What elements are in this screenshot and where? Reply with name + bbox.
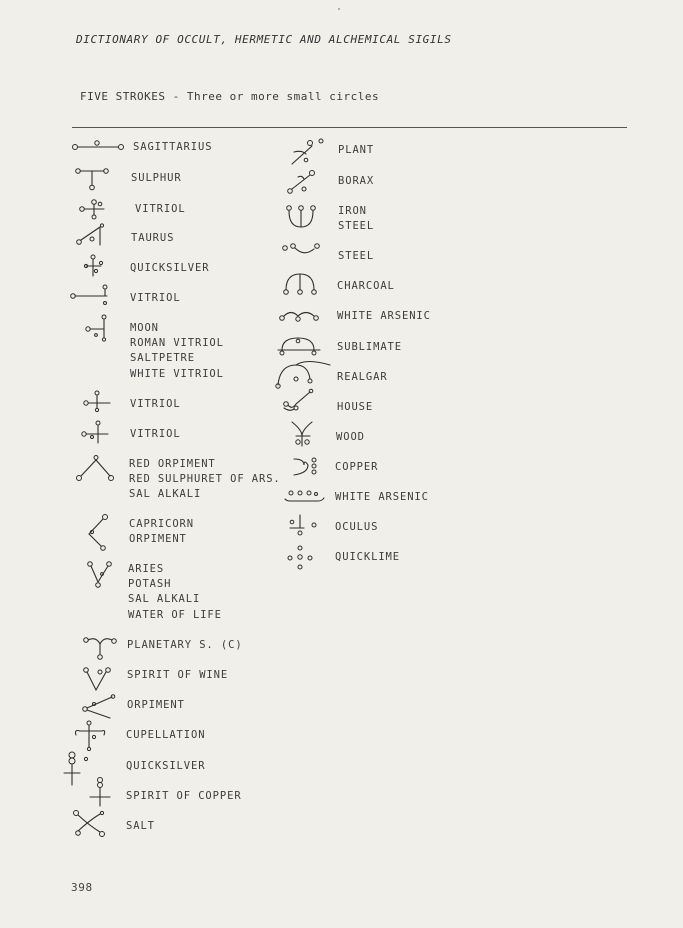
entry-steel: STEEL xyxy=(338,250,375,262)
taurus-sigil-icon xyxy=(74,223,108,247)
entry-wood: WOOD xyxy=(336,431,365,443)
quicksilver-sigil-icon xyxy=(82,253,108,279)
sagittarius-sigil-icon xyxy=(70,139,130,155)
entry-planetary: PLANETARY S. (C) xyxy=(127,639,243,651)
white-arsenic-sigil-icon xyxy=(282,487,328,505)
vitriol-sigil-icon xyxy=(82,389,114,413)
wood-sigil-icon xyxy=(288,418,320,450)
capricorn-sigil-icon xyxy=(84,512,112,552)
entry-realgar: REALGAR xyxy=(337,371,388,383)
entry-red-orpiment: RED ORPIMENT RED SULPHURET OF ARS. SAL ALKALI xyxy=(129,458,281,501)
entry-spirit-of-copper: SPIRIT OF COPPER xyxy=(126,790,242,802)
entry-vitriol-1: VITRIOL xyxy=(135,203,186,215)
plant-sigil-icon xyxy=(284,138,328,168)
entry-vitriol-3: VITRIOL xyxy=(130,398,181,410)
section-divider xyxy=(72,127,627,128)
entry-oculus: OCULUS xyxy=(335,521,379,533)
entry-white-arsenic-1: WHITE ARSENIC xyxy=(337,310,431,322)
entry-house: HOUSE xyxy=(337,401,374,413)
entry-orpiment: ORPIMENT xyxy=(127,699,185,711)
entry-plant: PLANT xyxy=(338,144,375,156)
entry-salt: SALT xyxy=(126,820,155,832)
moon-sigil-icon xyxy=(82,313,112,343)
entry-aries: ARIES POTASH SAL ALKALI WATER OF LIFE xyxy=(128,563,222,621)
entry-moon: MOON ROMAN VITRIOL SALTPETRE WHITE VITRIOL xyxy=(130,322,224,380)
planetary-sigil-icon xyxy=(82,634,122,662)
vitriol-sigil-icon xyxy=(78,198,108,220)
entry-copper: COPPER xyxy=(335,461,379,473)
orpiment-sigil-icon xyxy=(80,694,118,720)
steel-sigil-icon xyxy=(280,239,324,259)
entry-sublimate: SUBLIMATE xyxy=(337,341,402,353)
house-sigil-icon xyxy=(280,388,320,414)
entry-quicksilver-2: QUICKSILVER xyxy=(126,760,206,772)
entry-quicklime: QUICKLIME xyxy=(335,551,400,563)
white-arsenic-sigil-icon xyxy=(276,306,324,326)
entry-capricorn: CAPRICORN ORPIMENT xyxy=(129,518,194,546)
cupellation-sigil-icon xyxy=(72,719,108,751)
page-number: 398 xyxy=(71,881,93,894)
sulphur-sigil-icon xyxy=(74,166,114,192)
salt-sigil-icon xyxy=(70,808,108,838)
entry-iron: IRON STEEL xyxy=(338,205,375,233)
entry-white-arsenic-2: WHITE ARSENIC xyxy=(335,491,429,503)
entry-vitriol-2: VITRIOL xyxy=(130,292,181,304)
oculus-sigil-icon xyxy=(286,512,322,540)
spirit-of-copper-sigil-icon xyxy=(86,774,114,808)
quicklime-sigil-icon xyxy=(284,544,320,572)
spirit-of-wine-sigil-icon xyxy=(82,666,114,696)
entry-charcoal: CHARCOAL xyxy=(337,280,395,292)
entry-cupellation: CUPELLATION xyxy=(126,729,206,741)
copper-sigil-icon xyxy=(290,455,324,479)
entry-sulphur: SULPHUR xyxy=(131,172,182,184)
paper-speck xyxy=(338,8,340,10)
vitriol-sigil-icon xyxy=(69,283,113,307)
borax-sigil-icon xyxy=(284,167,320,195)
entry-spirit-of-wine: SPIRIT OF WINE xyxy=(127,669,229,681)
sublimate-sigil-icon xyxy=(276,334,324,358)
vitriol-sigil-icon xyxy=(80,419,112,445)
entry-vitriol-4: VITRIOL xyxy=(130,428,181,440)
section-title: FIVE STROKES - Three or more small circles xyxy=(80,90,380,103)
entry-sagittarius: SAGITTARIUS xyxy=(133,141,213,153)
red-orpiment-sigil-icon xyxy=(74,454,116,484)
aries-sigil-icon xyxy=(86,560,114,590)
charcoal-sigil-icon xyxy=(280,270,322,298)
entry-borax: BORAX xyxy=(338,175,375,187)
iron-sigil-icon xyxy=(284,203,324,231)
page-header: DICTIONARY OF OCCULT, HERMETIC AND ALCHEMICAL SIGILS xyxy=(76,33,452,46)
realgar-sigil-icon xyxy=(270,359,332,389)
entry-quicksilver-1: QUICKSILVER xyxy=(130,262,210,274)
entry-taurus: TAURUS xyxy=(131,232,175,244)
